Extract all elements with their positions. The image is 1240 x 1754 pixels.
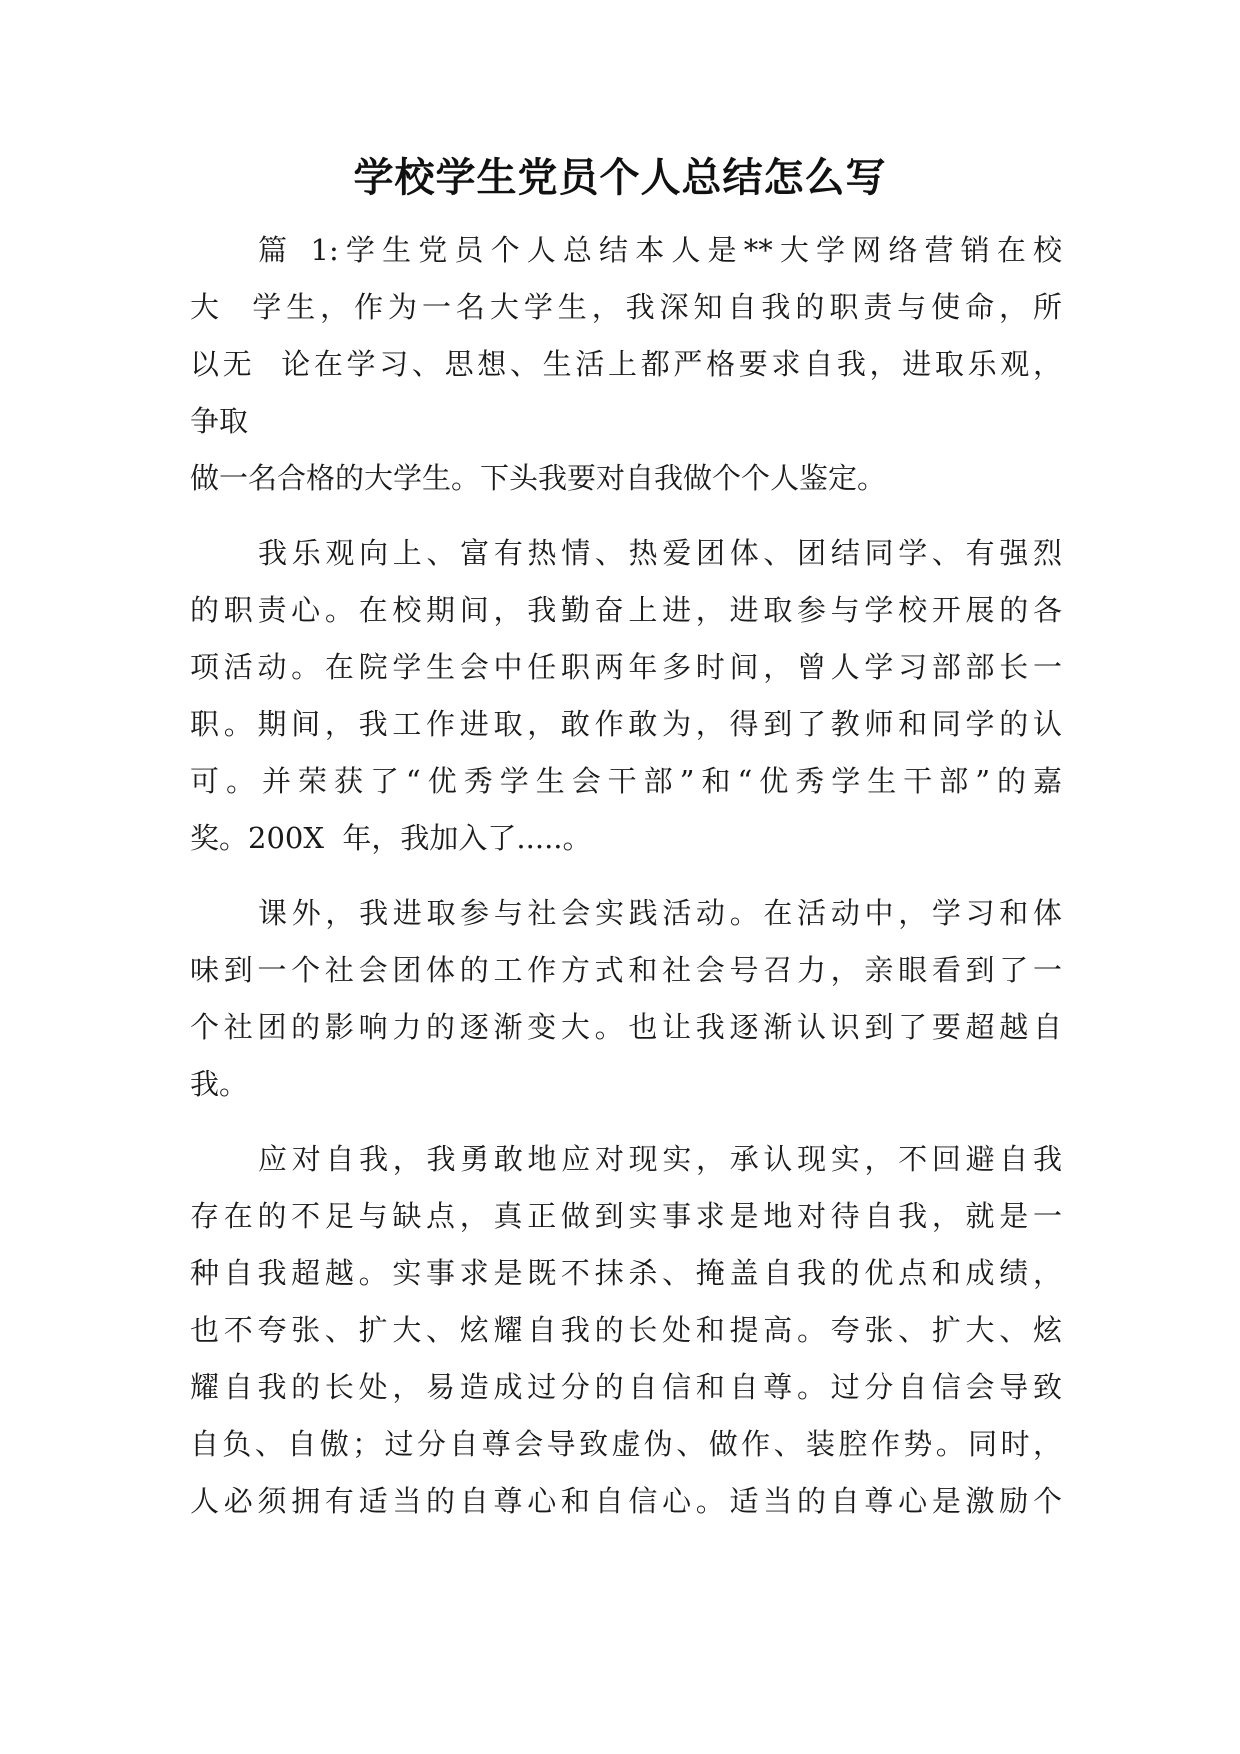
paragraph-2 <box>190 525 1062 867</box>
paragraph-line: 耀自我的长处，易造成过分的自信和自尊。过分自信会导致 <box>190 1370 1062 1404</box>
paragraph-line: 的职责心。在校期间，我勤奋上进，进取参与学校开展的各 <box>190 593 1062 627</box>
document-title: 学校学生党员个人总结怎么写 <box>353 155 887 201</box>
paragraph-line: 职。期间，我工作进取，敢作敢为，得到了教师和同学的认 <box>190 707 1062 741</box>
paragraph-1 <box>190 222 1062 507</box>
paragraph-line: 可。并荣获了“优秀学生会干部”和“优秀学生干部”的嘉 <box>190 764 1062 798</box>
paragraph-line: 我乐观向上、富有热情、热爱团体、团结同学、有强烈 <box>258 536 1062 570</box>
paragraph-line: 做一名合格的大学生。下头我要对自我做个个人鉴定。 <box>190 461 887 495</box>
paragraph-line: 项活动。在院学生会中任职两年多时间，曾人学习部部长一 <box>190 650 1062 684</box>
paragraph-line: 争取 <box>190 404 249 438</box>
paragraph-line: 以无 论在学习、思想、生活上都严格要求自我，进取乐观， <box>190 347 1062 381</box>
paragraph-line: 课外，我进取参与社会实践活动。在活动中，学习和体 <box>258 896 1062 930</box>
paragraph-line: 个社团的影响力的逐渐变大。也让我逐渐认识到了要超越自 <box>190 1010 1062 1044</box>
paragraph-line: 也不夸张、扩大、炫耀自我的长处和提高。夸张、扩大、炫 <box>190 1313 1062 1347</box>
paragraph-line: 人必须拥有适当的自尊心和自信心。适当的自尊心是激励个 <box>190 1484 1062 1518</box>
paragraph-line: 大 学生，作为一名大学生，我深知自我的职责与使命，所 <box>190 290 1062 324</box>
paragraph-line: 奖。200X 年，我加入了.....。 <box>190 821 592 855</box>
paragraph-line: 味到一个社会团体的工作方式和社会号召力，亲眼看到了一 <box>190 953 1062 987</box>
paragraph-line: 应对自我，我勇敢地应对现实，承认现实，不回避自我 <box>258 1142 1062 1176</box>
paragraph-line: 种自我超越。实事求是既不抹杀、掩盖自我的优点和成绩， <box>190 1256 1062 1290</box>
document-body <box>190 222 1062 1530</box>
paragraph-line: 我。 <box>190 1067 249 1101</box>
paragraph-line: 自负、自傲；过分自尊会导致虚伪、做作、装腔作势。同时， <box>190 1427 1062 1461</box>
paragraph-4 <box>190 1131 1062 1530</box>
paragraph-line: 存在的不足与缺点，真正做到实事求是地对待自我，就是一 <box>190 1199 1062 1233</box>
paragraph-line: 篇 1:学生党员个人总结本人是**大学网络营销在校 <box>258 233 1062 267</box>
paragraph-3 <box>190 885 1062 1113</box>
